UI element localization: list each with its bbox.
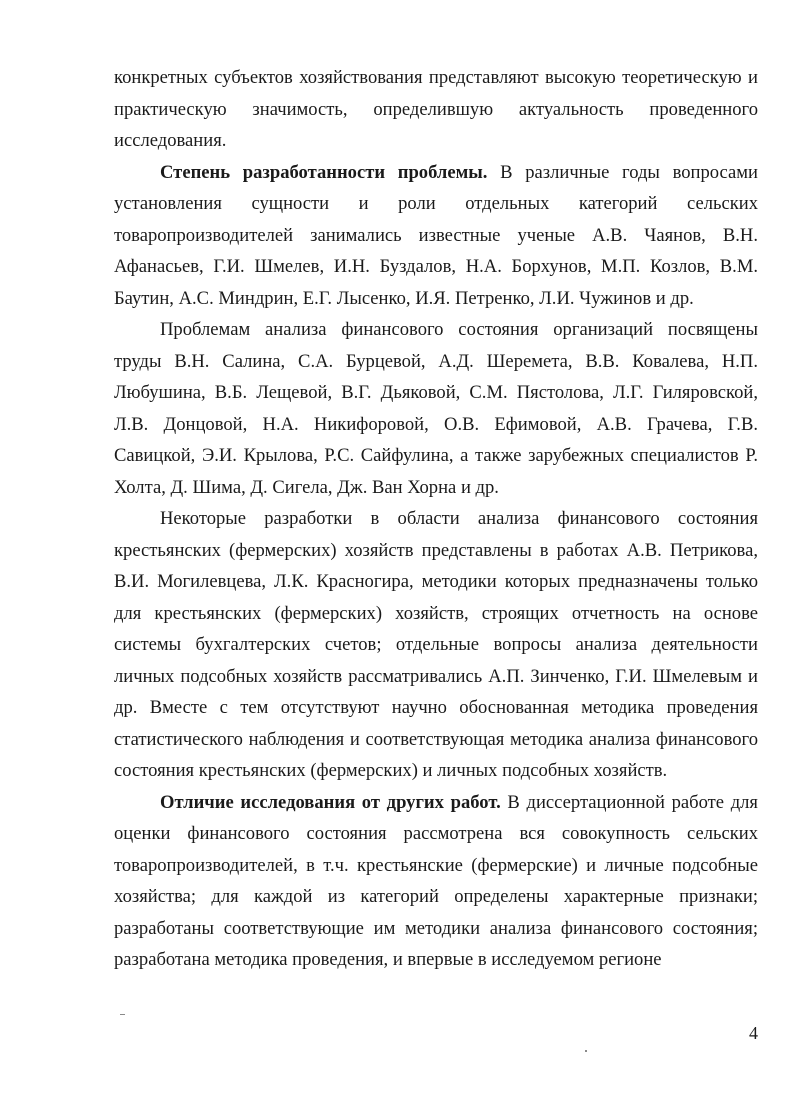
paragraph-degree-of-development [114,157,758,315]
scan-artifact [120,1014,125,1015]
paragraph-financial-analysis [114,314,758,503]
scan-artifact [585,1050,587,1052]
paragraph-5-text: В диссертационной работе для оценки финансового состояния рассмотрена вся совокупность сельских товаропроизводителей, в т.ч. крестьянские (фермерские) и личные подсобные хозяйства; для каждой из категорий определены характерные признаки; разработаны соответствующие им методики анализа финансового состояния; разработана методика проведения, и впервые в исследуемом регионе [114,791,758,970]
paragraph-farm-studies [114,503,758,787]
paragraph-2-lead: Степень разработанности проблемы. [160,161,488,183]
paragraph-3-text: Проблемам анализа финансового состояния организаций посвящены труды В.Н. Салина, С.А. Бурцевой, А.Д. Шеремета, В.В. Ковалева, Н.П. Любушина, В.Б. Лещевой, В.Г. Дьяковой, С.М. Пястолова, Л.Г. Гиляровской, Л.В. Донцовой, Н.А. Никифоровой, О.В. Ефимовой, А.В. Грачева, Г.В. Савицкой, Э.И. Крылова, Р.С. Сайфулина, а также зарубежных специалистов Р. Холта, Д. Шима, Д. Сигела, Дж. Ван Хорна и др. [114,319,758,498]
page-number: 4 [749,1023,758,1043]
paragraph-4-text: Некоторые разработки в области анализа финансового состояния крестьянских (фермерских) хозяйств представлены в работах А.В. Петрикова, В.И. Могилевцева, Л.К. Красногира, методики которых предназначены только для крестьянских (фермерских) хозяйств, строящих отчетность на основе системы бухгалтерских счетов; отдельные вопросы анализа деятельности личных подсобных хозяйств рассматривались А.П. Зинченко, Г.И. Шмелевым и др. Вместе с тем отсутствуют научно обоснованная методика проведения статистического наблюдения и соответствующая методика анализа финансового состояния крестьянских (фермерских) и личных подсобных хозяйств. [114,508,758,781]
paragraph-1-text: конкретных субъектов хозяйствования представляют высокую теоретическую и практическую значимость, определившую актуальность проведенного исследования. [114,67,758,151]
paragraph-research-difference [114,787,758,976]
body-text [114,62,758,976]
paragraph-1 [114,62,758,157]
paragraph-2-text: В различные годы вопросами установления сущности и роли отдельных категорий сельских товаропроизводителей занимались известные ученые А.В. Чаянов, В.Н. Афанасьев, Г.И. Шмелев, И.Н. Буздалов, Н.А. Борхунов, М.П. Козлов, В.М. Баутин, А.С. Миндрин, Е.Г. Лысенко, И.Я. Петренко, Л.И. Чужинов и др. [114,161,758,309]
paragraph-5-lead: Отличие исследования от других работ. [160,791,501,813]
